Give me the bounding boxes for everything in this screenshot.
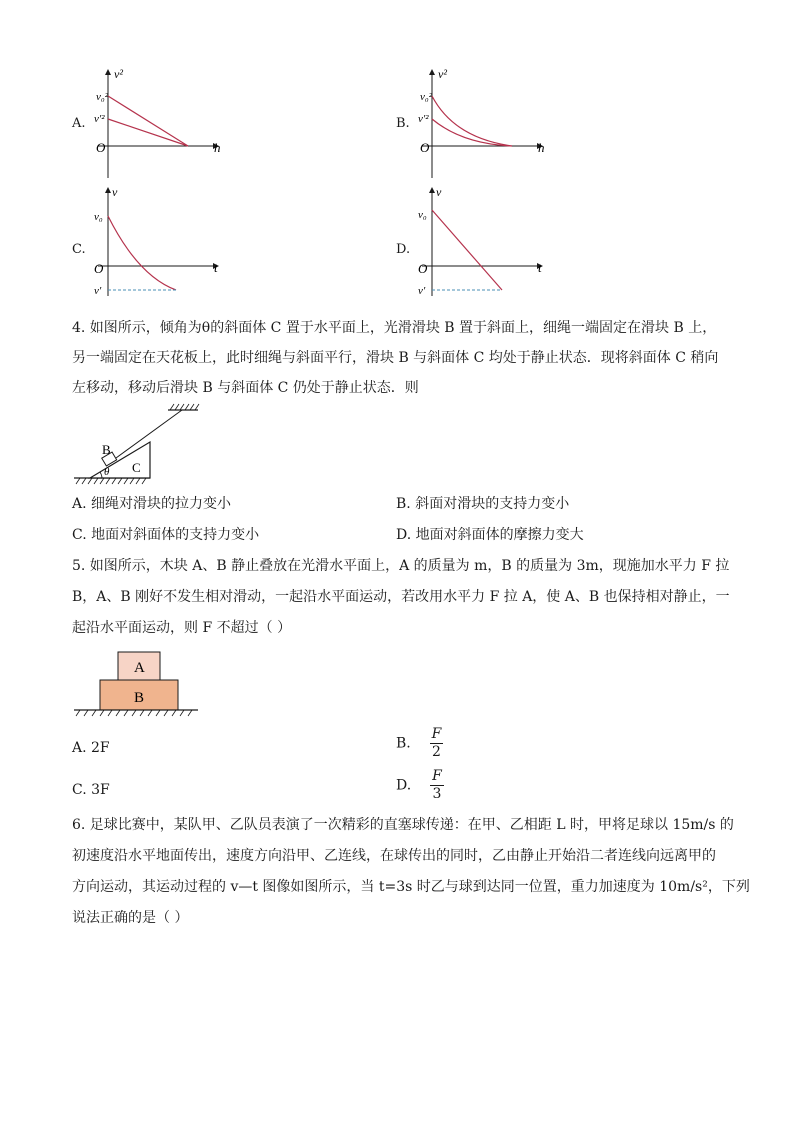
q3-option-a-letter: A. — [72, 116, 86, 131]
q3-option-d-letter: D. — [396, 242, 411, 257]
velocity-curve — [108, 216, 176, 290]
label-c: C — [132, 460, 141, 475]
label-theta: θ — [104, 466, 110, 478]
q3-option-c-letter: C. — [72, 242, 86, 257]
q4-stem-line-2: 另一端固定在天花板上，此时细绳与斜面平行，滑块 B 与斜面体 C 均处于静止状态．现将斜面体 C 稍向 — [72, 350, 719, 366]
q5-option-c[interactable]: C. 3F — [72, 782, 110, 798]
q4-option-b[interactable]: B. 斜面对滑块的支持力变小 — [396, 496, 570, 512]
q5-option-b-letter: B. — [396, 735, 411, 752]
origin-label: O — [420, 140, 430, 155]
denominator: 2 — [432, 744, 441, 760]
v1-curve — [432, 119, 512, 146]
q3-option-b-letter: B. — [396, 116, 410, 131]
numerator: F — [431, 726, 442, 742]
q5-option-b-fraction — [430, 726, 444, 761]
v0-label: v₀² — [96, 91, 109, 103]
v0-label: v₀² — [420, 91, 433, 103]
q5-option-a[interactable]: A. 2F — [72, 740, 110, 756]
x-axis-label: h — [538, 140, 545, 155]
origin-label: O — [94, 261, 104, 276]
velocity-line — [432, 210, 502, 290]
y-axis-label: v² — [114, 67, 123, 81]
ground-hatch — [76, 478, 146, 484]
v1-label: v′ — [418, 285, 426, 297]
label-a: A — [134, 660, 145, 676]
q4-stem-line-1: 4. 如图所示，倾角为θ的斜面体 C 置于水平面上，光滑滑块 B 置于斜面上，细绳一端固定在滑块 B 上， — [72, 320, 717, 336]
q5-option-d-fraction — [430, 768, 444, 803]
v1-line — [108, 119, 188, 146]
label-b: B — [102, 442, 111, 457]
origin-label: O — [418, 261, 428, 276]
q6-stem-line-3: 方向运动，其运动过程的 v—t 图像如图所示，当 t=3s 时乙与球到达同一位置，重力加速度为 10m/s²，下列 — [72, 879, 750, 895]
q5-option-d[interactable] — [396, 768, 444, 803]
q6-stem-line-2: 初速度沿水平地面传出，速度方向沿甲、乙连线，在球传出的同时，乙由静止开始沿二者连线向远离甲的 — [72, 848, 716, 864]
x-axis-label: t — [214, 260, 218, 275]
v1-label: v′² — [94, 113, 105, 125]
v0-line — [108, 96, 188, 146]
x-axis-label: h — [214, 140, 221, 155]
q6-stem-line-4: 说法正确的是（ ） — [72, 910, 189, 926]
y-axis-label: v — [436, 185, 442, 199]
y-axis-label: v² — [438, 67, 447, 81]
v0-label: v₀ — [418, 209, 427, 221]
q3-graph-c — [90, 180, 230, 300]
x-axis-label: t — [538, 260, 542, 275]
q5-option-b[interactable] — [396, 726, 443, 761]
v1-label: v′² — [418, 113, 429, 125]
ground-hatch — [76, 710, 192, 716]
q3-graph-b — [414, 62, 554, 182]
q5-stem-line-3: 起沿水平面运动，则 F 不超过（ ） — [72, 620, 292, 636]
q4-option-d[interactable]: D. 地面对斜面体的摩擦力变大 — [396, 527, 584, 543]
incline-c — [90, 442, 150, 478]
y-axis-label: v — [112, 185, 118, 199]
q6-stem-line-1: 6. 足球比赛中，某队甲、乙队员表演了一次精彩的直塞球传递：在甲、乙相距 L 时，甲将足球以 15m/s 的 — [72, 817, 734, 833]
q4-option-a[interactable]: A. 细绳对滑块的拉力变小 — [72, 496, 232, 512]
v0-curve — [432, 96, 512, 146]
label-b: B — [134, 690, 145, 706]
q3-graph-a — [90, 62, 230, 182]
q5-figure-blocks — [72, 648, 202, 720]
ceiling-hatch — [170, 404, 199, 410]
q5-stem-line-1: 5. 如图所示，木块 A、B 静止叠放在光滑水平面上，A 的质量为 m，B 的质量为 3m，现施加水平力 F 拉 — [72, 558, 730, 574]
q4-option-c[interactable]: C. 地面对斜面体的支持力变小 — [72, 527, 260, 543]
q4-figure-incline — [72, 400, 202, 490]
origin-label: O — [96, 140, 106, 155]
denominator: 3 — [432, 786, 442, 802]
v0-label: v₀ — [94, 211, 103, 223]
q4-stem-line-3: 左移动，移动后滑块 B 与斜面体 C 仍处于静止状态．则 — [72, 380, 419, 396]
q5-option-d-letter: D. — [396, 777, 412, 794]
q3-graph-d — [414, 180, 554, 300]
numerator: F — [432, 768, 442, 784]
q5-stem-line-2: B，A、B 刚好不发生相对滑动，一起沿水平面运动，若改用水平力 F 拉 A，使 A、B 也保持相对静止，一 — [72, 589, 730, 605]
v1-label: v′ — [94, 285, 102, 297]
